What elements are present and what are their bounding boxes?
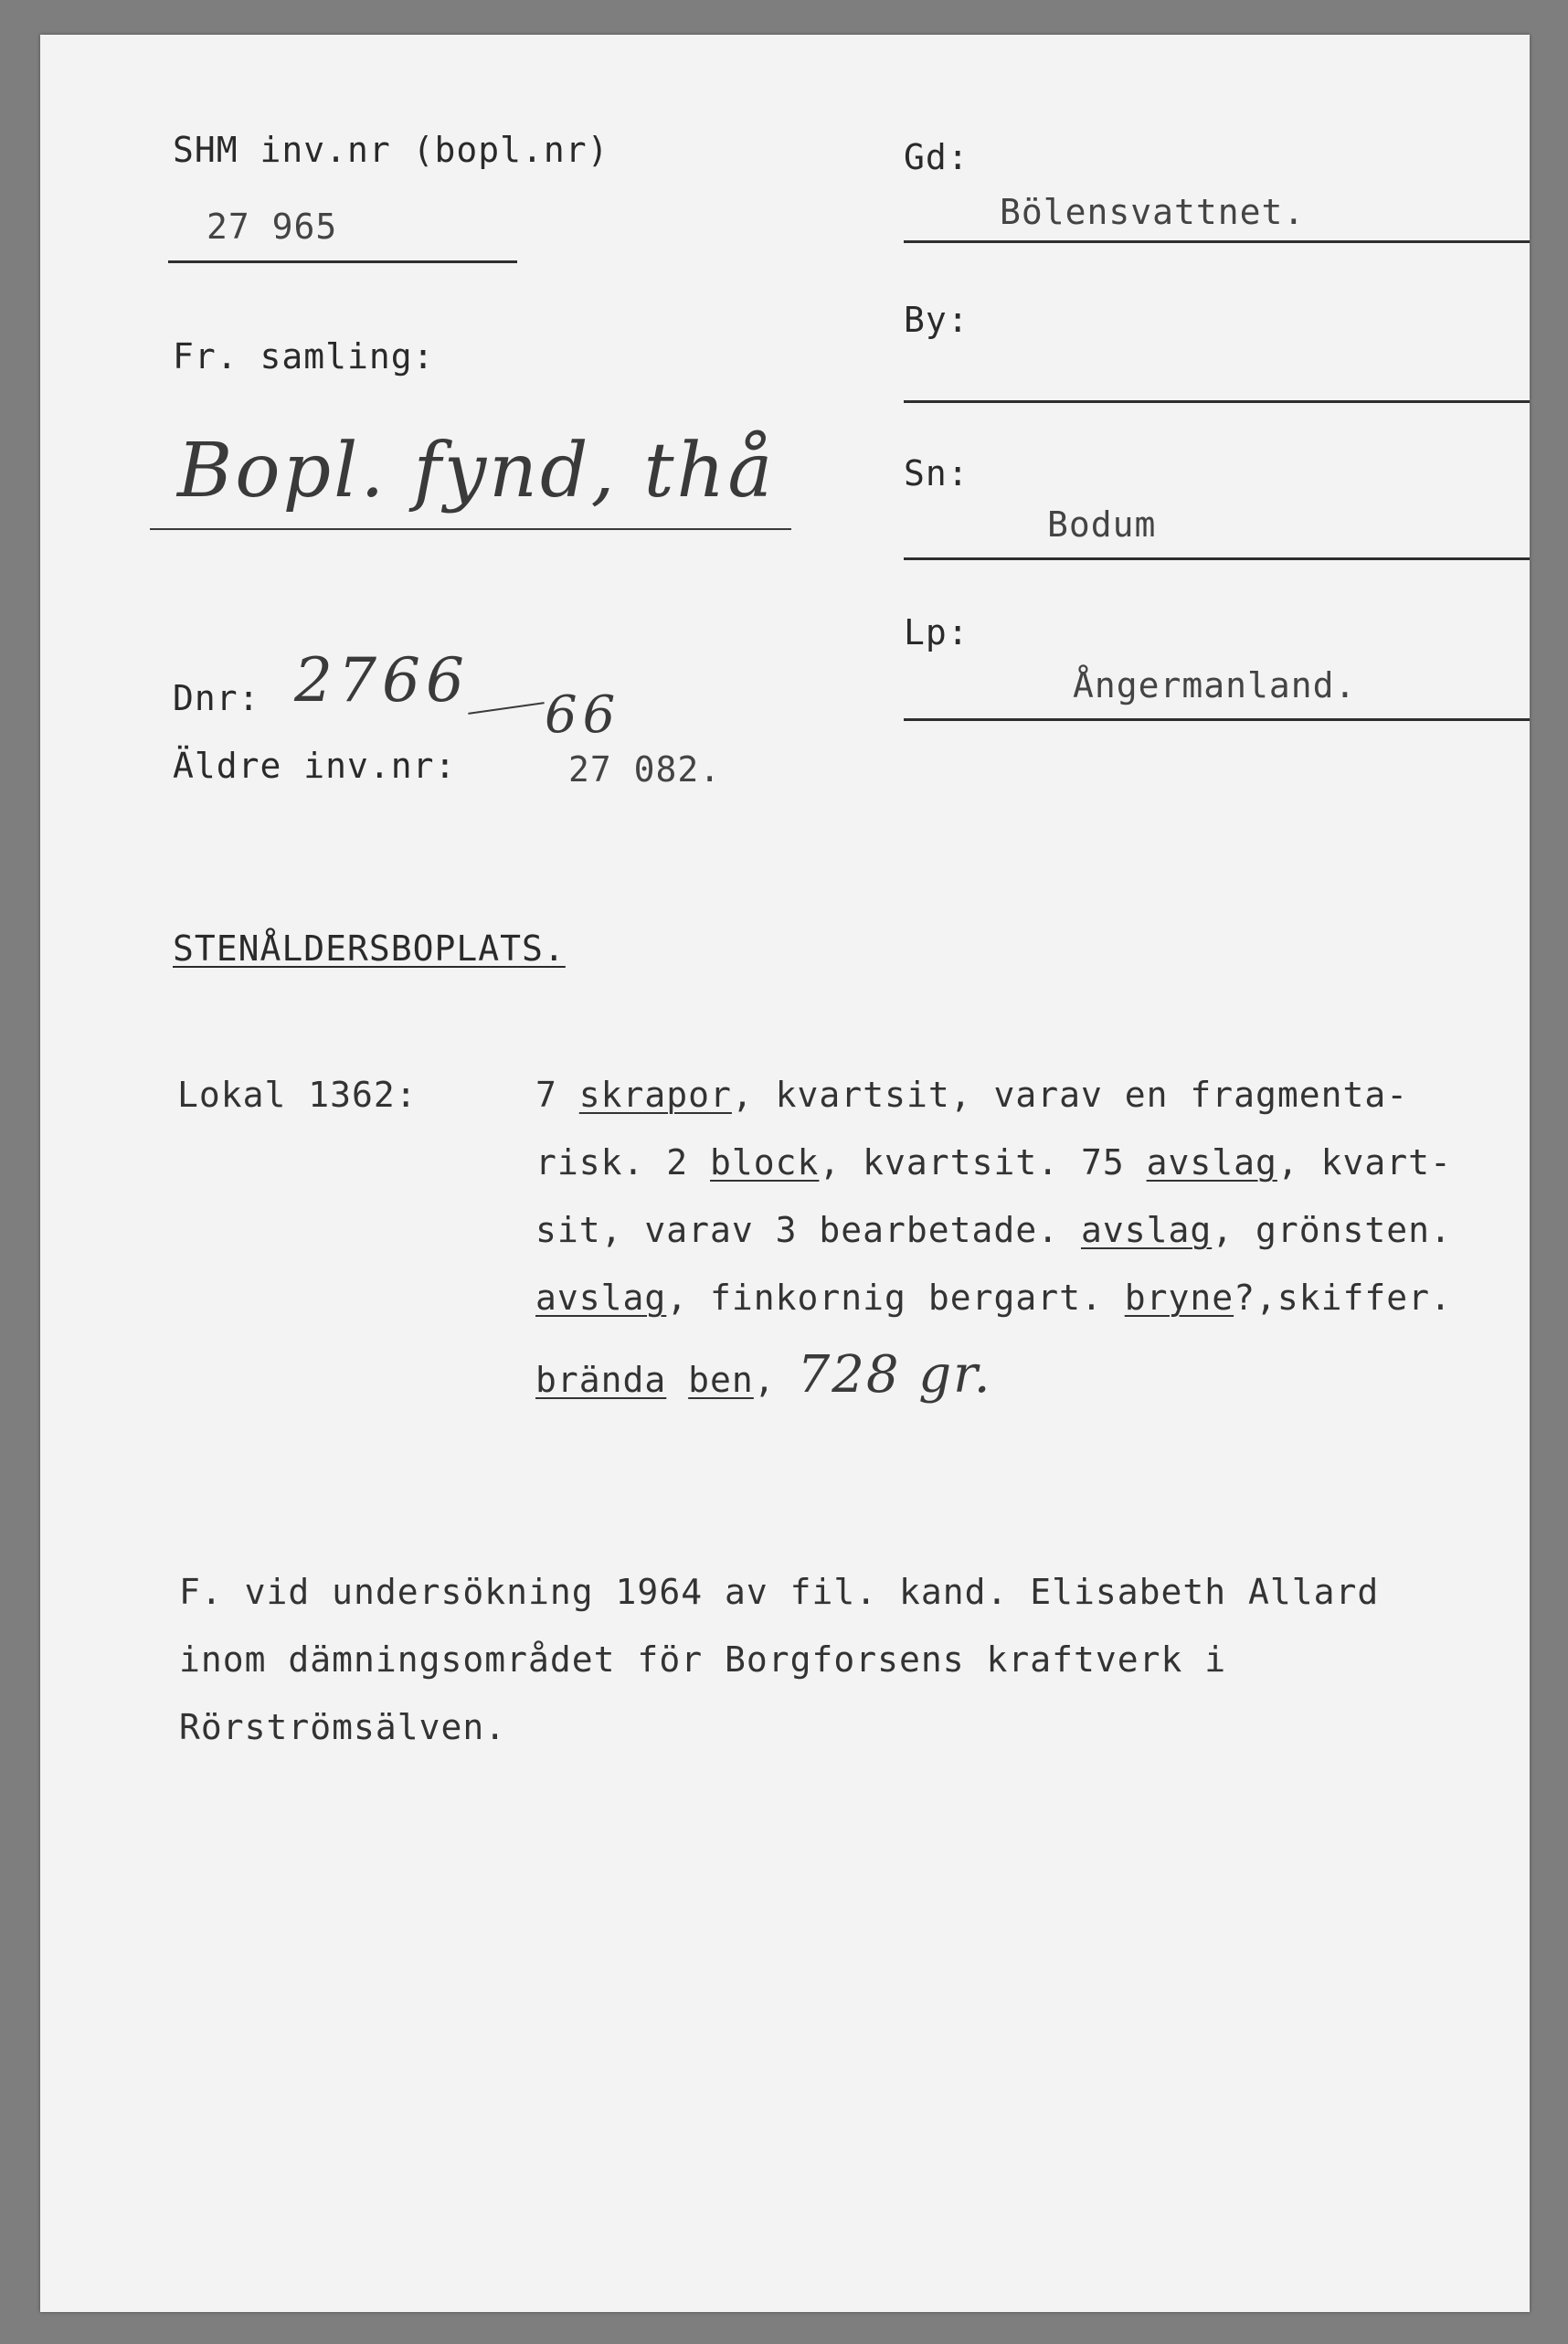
lokal-line-2: risk. 2 block, kvartsit. 75 avslag, kvart- <box>535 1142 1452 1183</box>
shm-label: SHM inv.nr (bopl.nr) <box>173 130 609 170</box>
gd-rule <box>904 240 1530 243</box>
sn-label: Sn: <box>904 453 969 493</box>
shm-rule <box>168 260 517 263</box>
weight-handwritten: 728 gr. <box>797 1345 992 1405</box>
catalog-card <box>40 35 1530 2312</box>
dnr-number-handwritten: 2766 <box>294 645 470 716</box>
shm-value: 27 965 <box>207 207 338 247</box>
dnr-slash <box>468 702 544 715</box>
gd-label: Gd: <box>904 137 969 177</box>
dnr-year-handwritten: 66 <box>545 685 621 745</box>
lokal-line-4: avslag, finkornig bergart. bryne?,skiffer. <box>535 1278 1452 1318</box>
footer-line-2: inom dämningsområdet för Borgforsens kraftverk i <box>179 1639 1227 1680</box>
dnr-label: Dnr: <box>173 678 260 718</box>
lokal-line-1: 7 skrapor, kvartsit, varav en fragmenta- <box>535 1075 1409 1115</box>
aldre-value: 27 082. <box>568 749 722 790</box>
footer-line-1: F. vid undersökning 1964 av fil. kand. Elisabeth Allard <box>179 1572 1380 1612</box>
gd-value: Bölensvattnet. <box>1000 192 1306 232</box>
fr-rule <box>150 528 791 530</box>
lokal-line-3: sit, varav 3 bearbetade. avslag, grönsten. <box>535 1210 1452 1250</box>
sn-rule <box>904 557 1530 560</box>
by-label: By: <box>904 300 969 340</box>
lp-rule <box>904 718 1530 721</box>
fr-value-handwritten: Bopl. fynd, thå <box>177 428 776 514</box>
lp-label: Lp: <box>904 612 969 652</box>
lp-value: Ångermanland. <box>1073 665 1357 705</box>
by-rule <box>904 400 1530 403</box>
site-heading: STENÅLDERSBOPLATS. <box>173 928 566 969</box>
sn-value: Bodum <box>1047 504 1157 545</box>
footer-line-3: Rörströmsälven. <box>179 1707 507 1747</box>
lokal-line-5: brända ben, 728 gr. <box>535 1345 992 1405</box>
lokal-label: Lokal 1362: <box>177 1075 418 1115</box>
aldre-label: Äldre inv.nr: <box>173 746 457 786</box>
fr-label: Fr. samling: <box>173 336 435 377</box>
